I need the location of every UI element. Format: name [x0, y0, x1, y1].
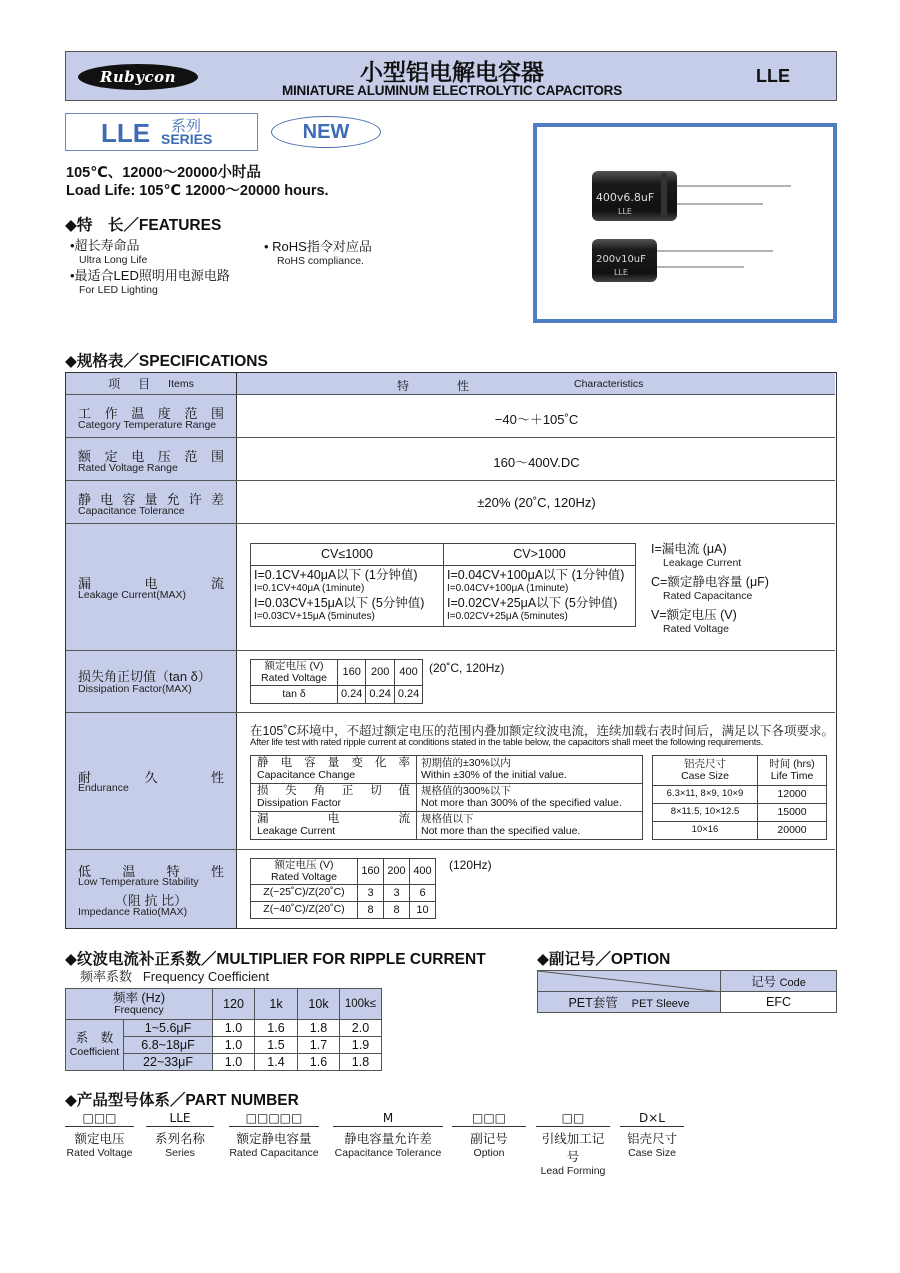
capacitance-range: 22~33μF: [124, 1054, 213, 1071]
row-label-en: Category Temperature Range: [78, 419, 217, 431]
tan-delta-value: 0.24: [338, 686, 366, 704]
dissipation-condition: (20˚C, 120Hz): [429, 661, 505, 675]
life-time-cell: 20000: [758, 822, 827, 840]
series-label-en: SERIES: [161, 131, 213, 147]
voltage-cell: 160: [338, 660, 366, 686]
coefficient-value: 1.6: [298, 1054, 340, 1071]
frequency-cell: 1k: [255, 989, 298, 1020]
feature-cn: •超长寿命品: [70, 238, 140, 253]
row-label-en: Capacitance Tolerance: [78, 505, 185, 517]
case-size-cell: 8×11.5, 10×12.5: [653, 804, 758, 822]
spec-row-tolerance: [66, 481, 835, 524]
coefficient-value: 1.5: [255, 1037, 298, 1054]
title-en: MINIATURE ALUMINUM ELECTROLYTIC CAPACITORS: [281, 83, 623, 98]
impedance-value: 8: [358, 902, 384, 919]
row-label-cn: 工 作 温 度 范 围: [78, 406, 224, 421]
spec-row-voltage: [66, 438, 835, 481]
tolerance-value: ±20% (20˚C, 120Hz): [477, 495, 596, 510]
voltage-cell: 400: [410, 859, 436, 885]
part-number-title: ◆产品型号体系／PART NUMBER: [65, 1092, 299, 1109]
row-label-en: Endurance: [78, 782, 129, 794]
segment-en: Series: [165, 1147, 195, 1159]
items-cn-1: 项: [108, 377, 121, 391]
spec-row-temperature: [66, 395, 835, 438]
char-cn-2: 性: [457, 379, 470, 393]
feature-cn: • RoHS指令对应品: [264, 239, 372, 254]
row-label-cn: 额 定 电 压 范 围: [78, 449, 224, 464]
feature-item: [70, 265, 230, 296]
coefficient-value: 1.0: [213, 1054, 255, 1071]
cv-high-header: CV>1000: [444, 544, 636, 566]
segment-cn: 系列名称: [154, 1132, 205, 1146]
segment-code: □□□□□: [229, 1111, 319, 1127]
coefficient-value: 1.8: [298, 1020, 340, 1037]
leakage-note: I=漏电流 (μA) Leakage Current: [651, 542, 742, 569]
new-badge: NEW: [271, 116, 381, 148]
segment-cn: 额定电压: [74, 1132, 125, 1146]
impedance-value: 8: [384, 902, 410, 919]
feature-item: [70, 235, 147, 266]
spec-row-endurance: [66, 713, 835, 850]
leakage-cell: I=0.1CV+40μA以下 (1分钟值) I=0.1CV+40μA (1minute) I=0.03CV+15μA以下 (5分钟值) I=0.03CV+15μA (5minutes): [251, 566, 444, 627]
row-label-en: Dissipation Factor(MAX): [78, 683, 192, 695]
req-en: Not more than the specified value.: [421, 824, 581, 837]
items-en: Items: [168, 377, 194, 390]
option-table: [537, 970, 837, 1013]
row-label-en2: Impedance Ratio(MAX): [78, 906, 188, 918]
char-en: Characteristics: [574, 378, 644, 390]
row-label-cn: 损失角正切值（tan δ）: [78, 669, 211, 684]
row-label-cn: 静 电 容 量 允 许 差: [78, 492, 224, 507]
case-size-header-cn: 铝壳尺寸: [684, 757, 726, 770]
rated-voltage-en: Rated Voltage: [271, 870, 337, 883]
voltage-cell: 400: [394, 660, 422, 686]
spec-row-dissipation: [66, 651, 835, 713]
feature-en: Ultra Long Life: [79, 254, 148, 266]
feature-item: [264, 236, 372, 267]
coefficient-value: 1.8: [340, 1054, 382, 1071]
life-time-header-cn: 时间 (hrs): [769, 757, 815, 770]
part-number-segment: [65, 1111, 134, 1159]
segment-cn: 铝壳尺寸: [626, 1132, 677, 1146]
part-number-segment: [620, 1111, 684, 1159]
cap1-marking: 400v6.8uF: [595, 191, 655, 204]
segment-code: □□□: [452, 1111, 526, 1127]
series-label-cn: 系列: [171, 118, 202, 135]
load-life-en: Load Life: 105℃ 12000～20000 hours.: [66, 183, 329, 199]
segment-en: Rated Voltage: [66, 1147, 133, 1159]
segment-cn: 副记号: [470, 1132, 508, 1146]
impedance-label: Z(−40˚C)/Z(20˚C): [251, 902, 358, 919]
frequency-header-cn: 频率 (Hz): [112, 990, 166, 1005]
row-label-cn: 耐 久 性: [78, 770, 224, 785]
coefficient-value: 1.7: [298, 1037, 340, 1054]
dissipation-table: [250, 659, 423, 704]
option-code: EFC: [721, 992, 837, 1013]
spec-header-row: [66, 373, 835, 395]
leakage-note: V=额定电压 (V) Rated Voltage: [651, 608, 737, 635]
temperature-value: −40～＋105˚C: [494, 412, 579, 427]
leakage-table: [250, 543, 636, 627]
coefficient-value: 1.9: [340, 1037, 382, 1054]
req-en: Not more than 300% of the specified value.: [421, 796, 622, 809]
cap2-series: LLE: [614, 268, 628, 277]
impedance-value: 3: [358, 885, 384, 902]
coefficient-value: 1.6: [255, 1020, 298, 1037]
char-cn-1: 特: [397, 379, 410, 393]
segment-en: Capacitance Tolerance: [334, 1147, 442, 1159]
impedance-value: 10: [410, 902, 436, 919]
item-cn: 漏 电 流: [257, 813, 410, 826]
product-photo: [533, 123, 837, 323]
series-code: LLE: [756, 66, 790, 86]
row-label-cn2: （阻 抗 比）: [114, 893, 188, 908]
life-time-header-en: Life Time: [770, 769, 814, 782]
rubycon-logo: Rubycon: [78, 64, 198, 90]
segment-en: Rated Capacitance: [229, 1147, 319, 1159]
segment-cn: 额定静电容量: [236, 1132, 312, 1146]
ripple-table: [65, 988, 382, 1071]
coefficient-value: 1.0: [213, 1037, 255, 1054]
spec-row-leakage: [66, 524, 835, 651]
life-time-cell: 15000: [758, 804, 827, 822]
tan-delta-value: 0.24: [394, 686, 422, 704]
part-number-segment: [146, 1111, 214, 1159]
row-label-en: Low Temperature Stability: [78, 876, 199, 888]
voltage-cell: 200: [366, 660, 394, 686]
leakage-note: C=额定静电容量 (μF) Rated Capacitance: [651, 575, 769, 602]
option-item-en: PET Sleeve: [631, 998, 690, 1010]
item-en: Leakage Current: [257, 825, 336, 838]
spec-row-low-temperature: [66, 850, 835, 928]
row-label-en: Rated Voltage Range: [78, 462, 178, 474]
req-cn: 规格值以下: [421, 812, 474, 825]
coefficient-cn: 系 数: [75, 1031, 114, 1046]
capacitor-illustration: [537, 127, 833, 319]
impedance-value: 6: [410, 885, 436, 902]
row-label-cn: 漏 电 流: [78, 576, 224, 591]
leakage-cell: I=0.04CV+100μA以下 (1分钟值) I=0.04CV+100μA (1minute) I=0.02CV+25μA以下 (5分钟值) I=0.02CV+25μA (5minutes): [444, 566, 636, 627]
low-temp-condition: (120Hz): [449, 858, 492, 872]
case-size-cell: 10×16: [653, 822, 758, 840]
items-cn-2: 目: [138, 377, 151, 391]
segment-code: M: [333, 1111, 443, 1127]
endurance-requirements-table: [250, 755, 643, 840]
tan-delta-value: 0.24: [366, 686, 394, 704]
item-cn: 损 失 角 正 切 值: [257, 785, 410, 798]
code-header-en: Code: [779, 977, 806, 989]
header-band: [65, 51, 837, 101]
segment-cn: 静电容量允许差: [344, 1132, 432, 1146]
features-title: ◆特 长／FEATURES: [65, 217, 222, 234]
segment-cn: 引线加工记号: [541, 1132, 605, 1164]
impedance-value: 3: [384, 885, 410, 902]
part-number-segment: [229, 1111, 319, 1159]
cap2-marking: 200v10uF: [596, 254, 646, 265]
coefficient-value: 1.4: [255, 1054, 298, 1071]
specifications-table: [65, 372, 837, 929]
endurance-desc-cn: 在105˚C环境中，不超过额定电压的范围内叠加额定纹波电流，连续加载右表时间后，满足以下各项要求。: [250, 724, 835, 738]
rated-voltage-cn: 额定电压 (V): [274, 858, 334, 871]
rated-voltage-en: Rated Voltage: [261, 671, 327, 684]
coefficient-value: 2.0: [340, 1020, 382, 1037]
capacitance-range: 1~5.6μF: [124, 1020, 213, 1037]
capacitance-range: 6.8~18μF: [124, 1037, 213, 1054]
item-en: Capacitance Change: [257, 769, 356, 782]
req-cn: 规格值的300%以下: [421, 784, 511, 797]
row-label-en: Leakage Current(MAX): [78, 589, 186, 601]
segment-code: □□: [536, 1111, 610, 1127]
segment-code: D×L: [620, 1111, 684, 1127]
row-label-cn: 低 温 特 性: [78, 864, 224, 879]
feature-en: For LED Lighting: [79, 284, 158, 296]
option-title: ◆副记号／OPTION: [537, 951, 671, 968]
rated-voltage-cn: 额定电压 (V): [264, 659, 324, 672]
cap1-series: LLE: [618, 207, 632, 216]
segment-en: Case Size: [628, 1147, 676, 1159]
segment-code: LLE: [146, 1111, 214, 1127]
req-cn: 初期值的±30%以内: [421, 756, 511, 769]
part-number-segment: [452, 1111, 526, 1159]
low-temp-table: [250, 858, 436, 919]
tan-delta-label: tan δ: [251, 686, 338, 704]
segment-en: Option: [473, 1147, 505, 1159]
option-diagonal-cell: [538, 971, 721, 992]
life-time-cell: 12000: [758, 786, 827, 804]
load-life-cn: 105℃、12000～20000小时品: [66, 165, 261, 181]
part-number-segment: [333, 1111, 443, 1159]
frequency-header-en: Frequency: [114, 1004, 164, 1017]
part-number-segment: [536, 1111, 610, 1177]
option-item-cn: PET套管: [568, 996, 618, 1010]
voltage-value: 160～400V.DC: [493, 455, 580, 470]
series-name: LLE: [101, 118, 151, 148]
diagonal-line: [538, 971, 721, 992]
coefficient-en: Coefficient: [69, 1046, 120, 1059]
ripple-subtitle: 频率系数 Frequency Coefficient: [80, 969, 270, 984]
req-en: Within ±30% of the initial value.: [421, 768, 567, 781]
case-size-header-en: Case Size: [681, 769, 729, 782]
item-cn: 静 电 容 量 变 化 率: [257, 757, 410, 770]
coefficient-value: 1.0: [213, 1020, 255, 1037]
feature-en: RoHS compliance.: [277, 255, 364, 267]
case-size-cell: 6.3×11, 8×9, 10×9: [653, 786, 758, 804]
segment-code: □□□: [65, 1111, 134, 1127]
feature-cn: •最适合LED照明用电源电路: [70, 268, 230, 283]
endurance-desc-en: After life test with rated ripple current at conditions stated in the table below, the capacitors shall meet the following requirements.: [250, 737, 764, 748]
cv-low-header: CV≤1000: [251, 544, 444, 566]
voltage-cell: 200: [384, 859, 410, 885]
voltage-cell: 160: [358, 859, 384, 885]
frequency-cell: 120: [213, 989, 255, 1020]
item-en: Dissipation Factor: [257, 797, 342, 810]
title-cn: 小型铝电解电容器: [360, 59, 544, 85]
segment-en: Lead Forming: [540, 1165, 606, 1177]
specifications-title: ◆规格表／SPECIFICATIONS: [65, 353, 268, 370]
frequency-cell: 100k≤: [340, 989, 382, 1020]
impedance-label: Z(−25˚C)/Z(20˚C): [251, 885, 358, 902]
series-box: [65, 113, 258, 151]
code-header-cn: 记号: [751, 975, 777, 989]
ripple-title: ◆纹波电流补正系数／MULTIPLIER FOR RIPPLE CURRENT: [65, 951, 486, 968]
life-time-table: [652, 755, 827, 840]
frequency-cell: 10k: [298, 989, 340, 1020]
